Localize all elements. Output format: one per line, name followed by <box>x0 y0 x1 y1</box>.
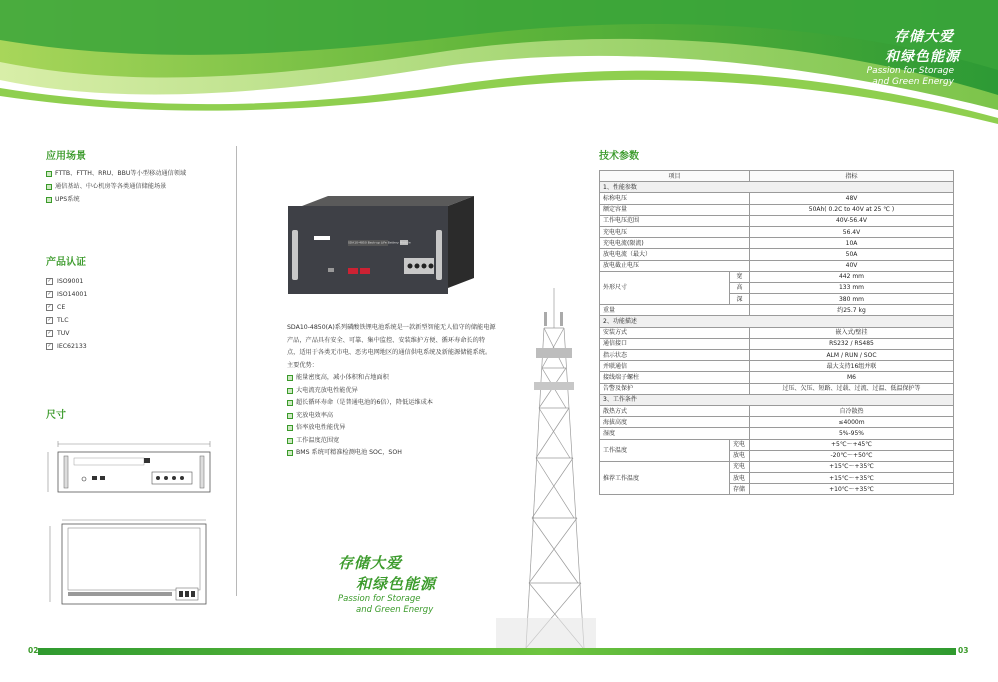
table-group-row: 3、工作条件 <box>600 394 954 405</box>
table-row: 外形尺寸 宽 442 mm <box>600 271 954 282</box>
bullet-icon <box>46 184 52 190</box>
middle-slogan-en-1: Passion for Storage <box>338 594 421 604</box>
bullet-icon <box>46 197 52 203</box>
table-row: 放电 +15℃～+35℃ <box>600 473 954 484</box>
advantage-item: 倍率放电性能优异 <box>287 422 497 435</box>
product-front-label: SDA10-4850 Back-up LiFe Battery Module <box>348 240 411 245</box>
telecom-tower-illustration <box>496 288 596 648</box>
table-row: 海拔高度 ≤4000m <box>600 417 954 428</box>
work-temp-label: 工作温度 <box>600 439 730 461</box>
certification-item: ✓ IEC62133 <box>47 343 87 350</box>
dimension-label: 外形尺寸 <box>600 271 730 305</box>
bullet-icon <box>287 450 293 456</box>
application-item: UPS系统 <box>46 193 186 206</box>
table-row: 存储 +10℃～+35℃ <box>600 484 954 495</box>
table-row: 标称电压 48V <box>600 193 954 204</box>
table-row: 工作温度 充电 +5℃～+45℃ <box>600 439 954 450</box>
certification-list <box>46 275 87 353</box>
table-group-row: 1、性能参数 <box>600 182 954 193</box>
front-view-drawing <box>44 436 212 498</box>
table-row: 充电电流(限流) 10A <box>600 238 954 249</box>
table-row: 告警及保护 过压、欠压、短路、过载、过流、过温、低温保护等 <box>600 383 954 394</box>
table-row: 湿度 5%-95% <box>600 428 954 439</box>
header-slogan-en-2: and Green Energy <box>872 77 954 87</box>
checkbox-icon: ✓ <box>47 304 52 310</box>
table-row: 工作电压范围 40V-56.4V <box>600 215 954 226</box>
advantage-item: 超长循环寿命（是普通电池的6倍），降低运维成本 <box>287 397 497 410</box>
table-row: 接线端子螺柱 M6 <box>600 372 954 383</box>
bullet-icon <box>287 388 293 394</box>
table-row: 放电 -20℃～+50℃ <box>600 450 954 461</box>
middle-slogan <box>338 552 436 616</box>
table-header-row <box>600 171 954 182</box>
certification-item: ✓ TUV <box>47 330 70 337</box>
table-row: 充电电压 56.4V <box>600 226 954 237</box>
table-row: 并联通信 最大支持16组并联 <box>600 361 954 372</box>
bullet-icon <box>287 375 293 381</box>
checkbox-icon: ✓ <box>47 343 52 349</box>
bullet-icon <box>287 425 293 431</box>
checkbox-icon: ✓ <box>47 278 52 284</box>
application-item: FTTB、FTTH、RRU、BBU等小型移动通信领域 <box>46 167 186 180</box>
header-slogan-en-1: Passion for Storage <box>866 66 954 76</box>
application-item: 通信基站、中心机房等各类通信储能场景 <box>46 180 186 193</box>
footer-bar <box>38 648 956 655</box>
table-row: 深 380 mm <box>600 294 954 305</box>
page-number-right: 03 <box>958 646 969 655</box>
column-divider <box>236 146 237 596</box>
product-description-text: SDA10-4850(A)系列磷酸铁锂电池系统是一款新型智能无人值守的储能电源产品，产品具有安全、可靠、集中监控、安装维护方便、循环寿命长的特点，适用于各类无市电、恶劣电网地区的通信供电系统及新能源储能系统。 <box>287 324 496 356</box>
table-row: 散热方式 自冷散热 <box>600 405 954 416</box>
header-slogan <box>866 26 960 88</box>
header-slogan-cn-1: 存储大爱 <box>894 29 954 45</box>
table-row: 放电截止电压 40V <box>600 260 954 271</box>
table-row: 安装方式 嵌入式/壁挂 <box>600 327 954 338</box>
bullet-icon <box>287 400 293 406</box>
table-row: 放电电流（最大） 50A <box>600 249 954 260</box>
top-view-drawing <box>44 516 212 608</box>
table-row: 高 133 mm <box>600 282 954 293</box>
bullet-icon <box>46 171 52 177</box>
advantage-item: 充放电效率高 <box>287 410 497 423</box>
table-row: 推荐工作温度 充电 +15℃～+35℃ <box>600 461 954 472</box>
col-item-header: 项目 <box>600 171 750 182</box>
checkbox-icon: ✓ <box>47 291 52 297</box>
certification-item: ✓ ISO14001 <box>47 291 88 298</box>
middle-slogan-en-2: and Green Energy <box>356 605 434 615</box>
table-group-row: 2、功能描述 <box>600 316 954 327</box>
checkbox-icon: ✓ <box>47 330 52 336</box>
bullet-icon <box>287 413 293 419</box>
certification-title: 产品认证 <box>46 257 86 268</box>
storage-temp-label: 推荐工作温度 <box>600 461 730 495</box>
col-value-header: 指标 <box>750 171 954 182</box>
table-row: 额定容量 50Ah( 0.2C to 40V at 25 ℃ ) <box>600 204 954 215</box>
advantages-title: 主要优势： <box>287 361 318 369</box>
table-row: 指示状态 ALM / RUN / SOC <box>600 350 954 361</box>
table-row: 通信接口 RS232 / RS485 <box>600 338 954 349</box>
middle-slogan-cn-2: 和绿色能源 <box>356 575 437 593</box>
bullet-icon <box>287 438 293 444</box>
table-row: 重量 约25.7 kg <box>600 305 954 316</box>
battery-module-image <box>288 196 474 294</box>
checkbox-icon: ✓ <box>47 317 52 323</box>
advantage-item: BMS 系统可精准检测电池 SOC，SOH <box>287 447 497 460</box>
header-green-swoosh <box>0 0 998 130</box>
certification-item: ✓ ISO9001 <box>47 278 84 285</box>
advantage-item: 工作温度范围宽 <box>287 435 497 448</box>
advantage-item: 能量密度高，减小体积和占地面积 <box>287 372 497 385</box>
certification-item: ✓ CE <box>47 304 66 311</box>
application-title: 应用场景 <box>46 151 86 162</box>
advantage-item: 大电流充放电性能优异 <box>287 385 497 398</box>
header-slogan-cn-2: 和绿色能源 <box>885 49 960 65</box>
size-title: 尺寸 <box>46 410 66 421</box>
spec-table <box>599 170 954 495</box>
spec-title: 技术参数 <box>599 151 639 162</box>
page-number-left: 02 <box>28 646 39 655</box>
certification-item: ✓ TLC <box>47 317 69 324</box>
middle-slogan-cn-1: 存储大爱 <box>338 554 403 572</box>
product-description <box>287 322 497 460</box>
application-list <box>46 167 186 206</box>
